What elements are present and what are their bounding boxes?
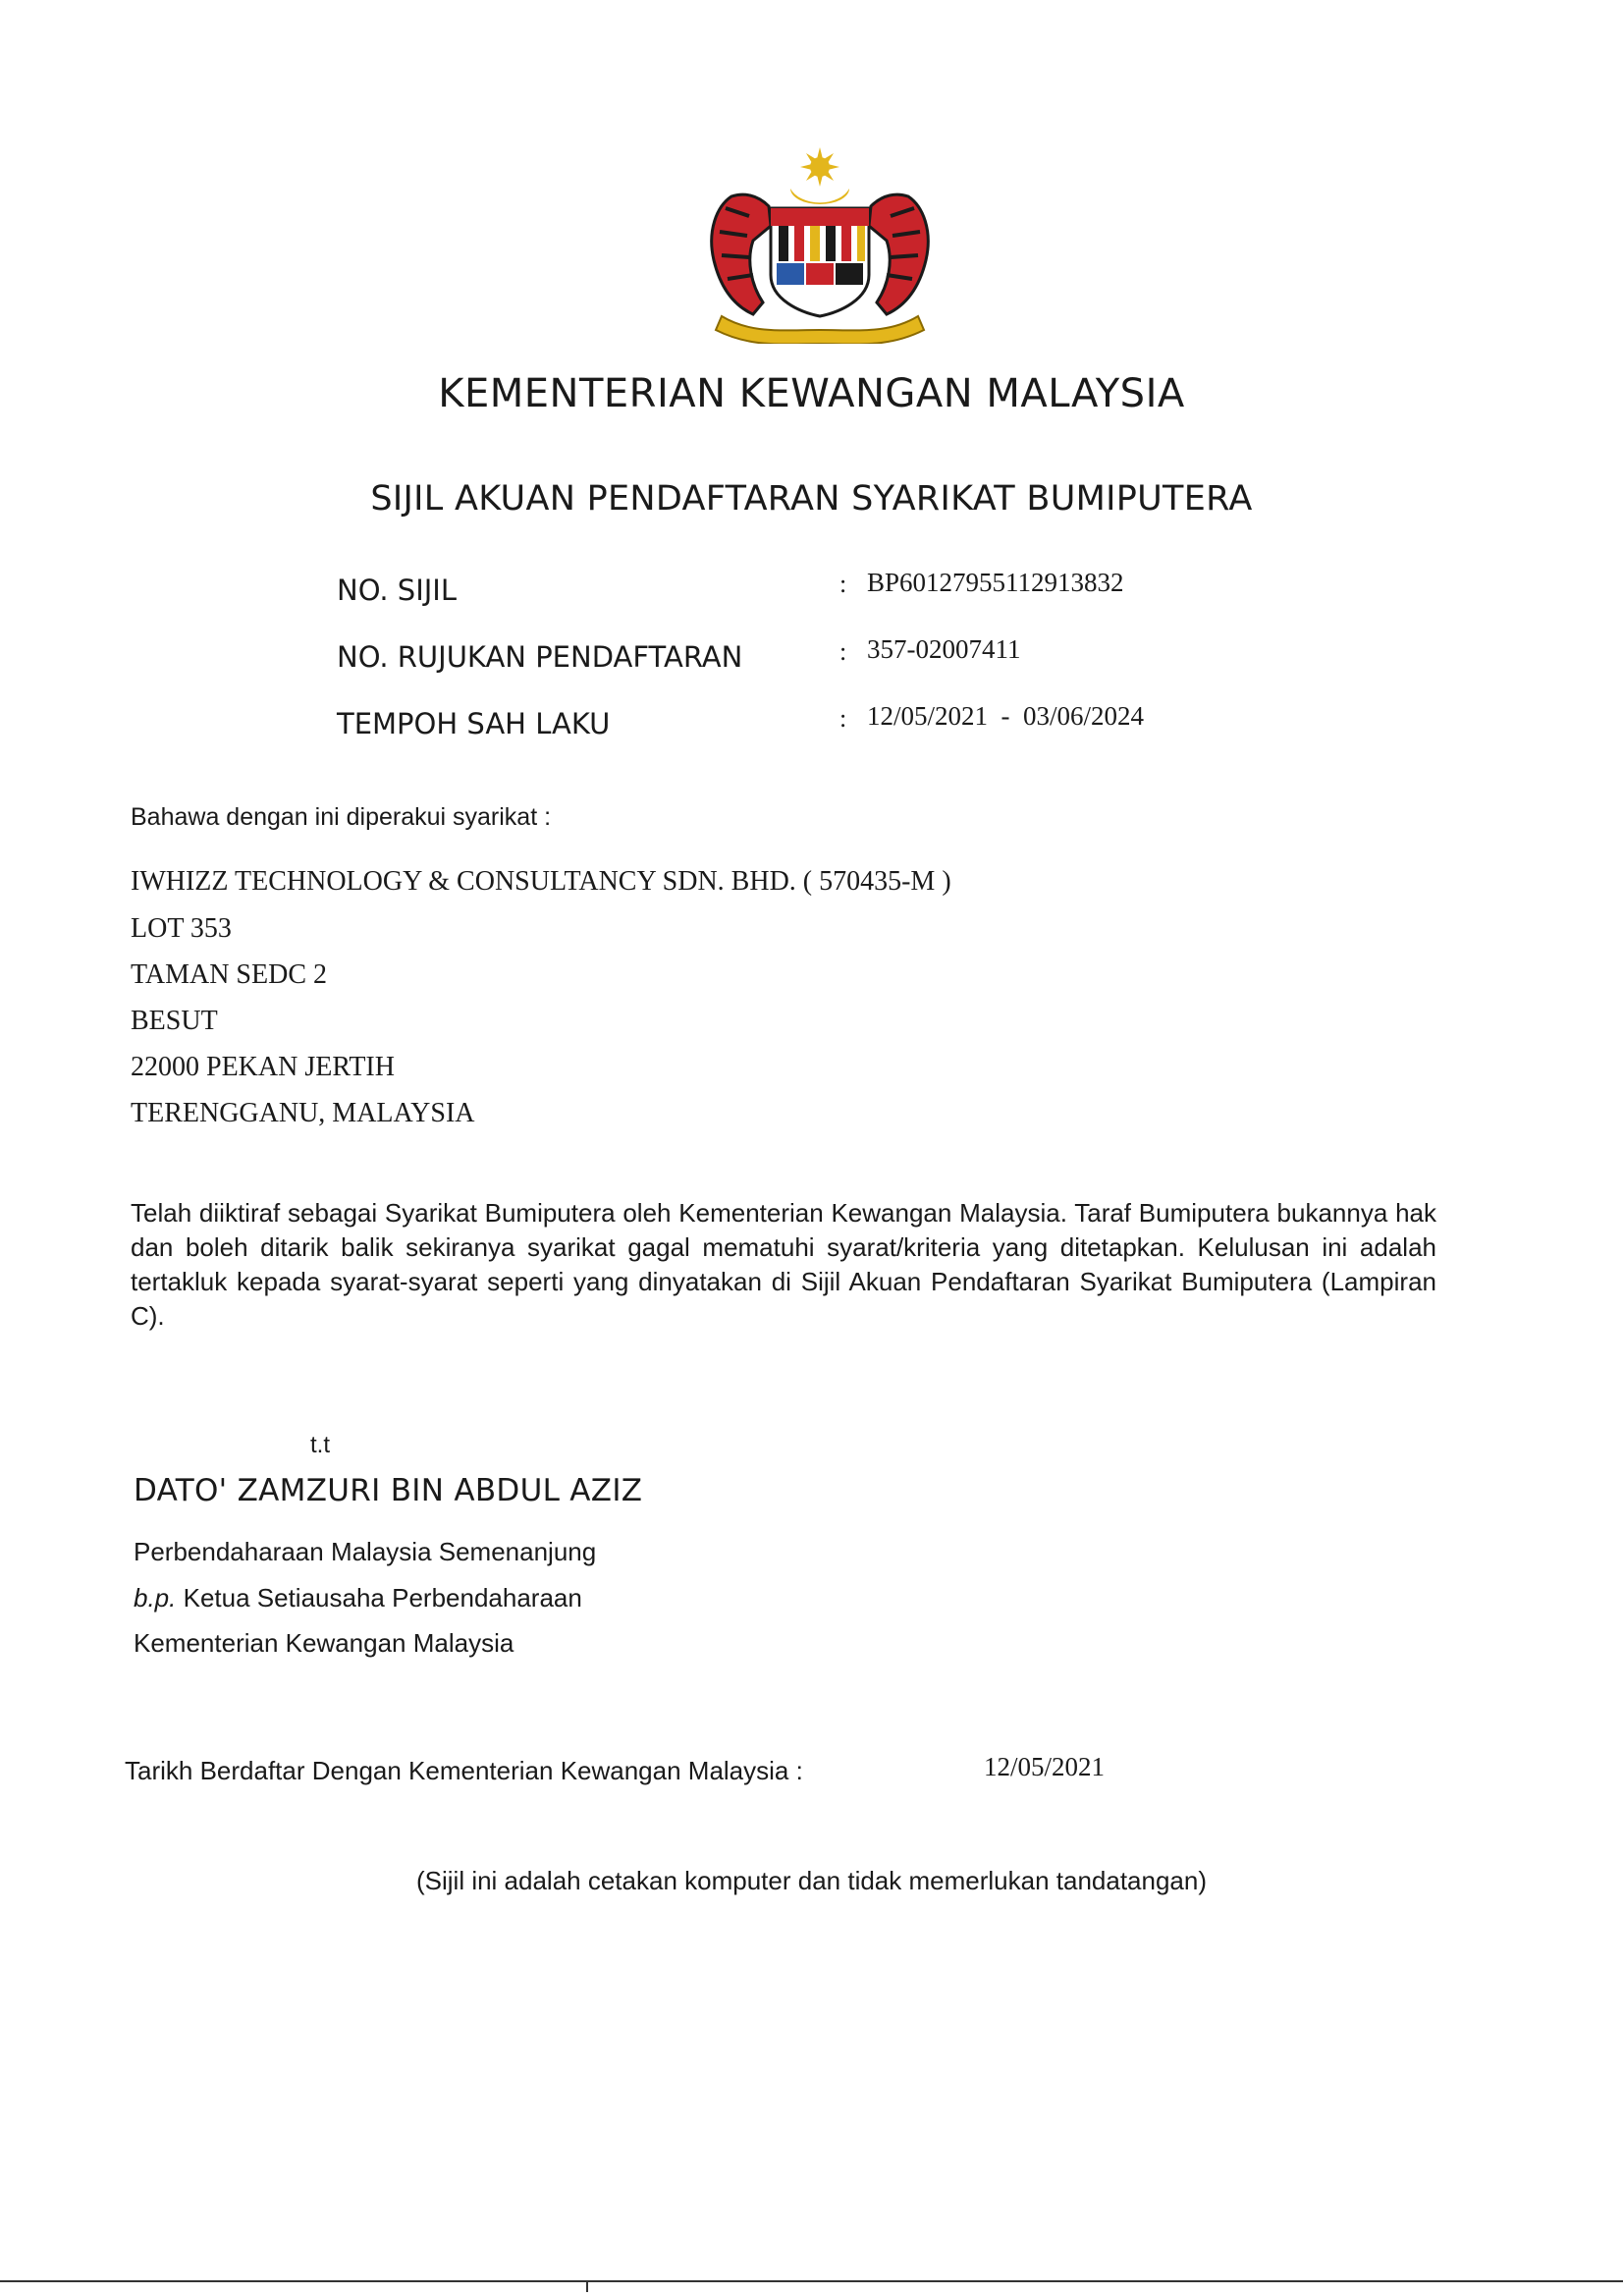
field-label-no-rujukan: NO. RUJUKAN PENDAFTARAN: [337, 640, 743, 674]
field-separator: :: [839, 704, 847, 733]
field-value-no-rujukan: 357-02007411: [867, 634, 1021, 664]
address-line: 22000 PEKAN JERTIH: [131, 1052, 395, 1082]
bottom-tick: [586, 2280, 588, 2292]
field-label-tempoh: TEMPOH SAH LAKU: [337, 707, 611, 740]
certificate-title: SIJIL AKUAN PENDAFTARAN SYARIKAT BUMIPUTERA: [370, 479, 1253, 519]
address-line: LOT 353: [131, 913, 232, 944]
bottom-rule: [0, 2280, 1623, 2282]
signatory-line-1: Perbendaharaan Malaysia Semenanjung: [134, 1537, 597, 1566]
field-separator: :: [839, 570, 847, 598]
ministry-title: KEMENTERIAN KEWANGAN MALAYSIA: [438, 371, 1185, 416]
field-value-tempoh: 12/05/2021 - 03/06/2024: [867, 701, 1144, 731]
field-label-no-sijil: NO. SIJIL: [337, 574, 458, 607]
intro-text: Bahawa dengan ini diperakui syarikat :: [131, 803, 552, 831]
malaysia-coat-of-arms-icon: [692, 137, 947, 344]
address-line: TAMAN SEDC 2: [131, 959, 327, 990]
field-separator: :: [839, 637, 847, 666]
footer-note: (Sijil ini adalah cetakan komputer dan tidak memerlukan tandatangan): [415, 1866, 1208, 1895]
address-line: BESUT: [131, 1006, 218, 1036]
signatory-line-2-text: Ketua Setiausaha Perbendaharaan: [183, 1583, 582, 1613]
company-name: IWHIZZ TECHNOLOGY & CONSULTANCY SDN. BHD. ( 570435-M ): [131, 866, 951, 897]
bp-abbrev: b.p.: [134, 1583, 177, 1613]
signatory-name: DATO' ZAMZURI BIN ABDUL AZIZ: [134, 1473, 643, 1508]
signatory-line-2: [134, 1583, 582, 1613]
registration-label: Tarikh Berdaftar Dengan Kementerian Kewangan Malaysia :: [125, 1756, 803, 1785]
registration-date: 12/05/2021: [984, 1752, 1106, 1781]
tt-mark: t.t: [310, 1432, 331, 1458]
field-value-no-sijil: BP60127955112913832: [867, 568, 1124, 597]
recognition-paragraph: Telah diiktiraf sebagai Syarikat Bumiputera oleh Kementerian Kewangan Malaysia. Taraf Bumiputera bukannya hak dan boleh ditarik balik sekiranya syarikat gagal mematuhi syarat/kriteria yang ditetapkan. Kelulusan ini adalah tertakluk kepada syarat-syarat seperti yang dinyatakan di Sijil Akuan Pendaftaran Syarikat Bumiputera (Lampiran C).: [131, 1198, 1436, 1331]
address-line: TERENGGANU, MALAYSIA: [131, 1098, 475, 1128]
signatory-line-3: Kementerian Kewangan Malaysia: [134, 1628, 514, 1658]
